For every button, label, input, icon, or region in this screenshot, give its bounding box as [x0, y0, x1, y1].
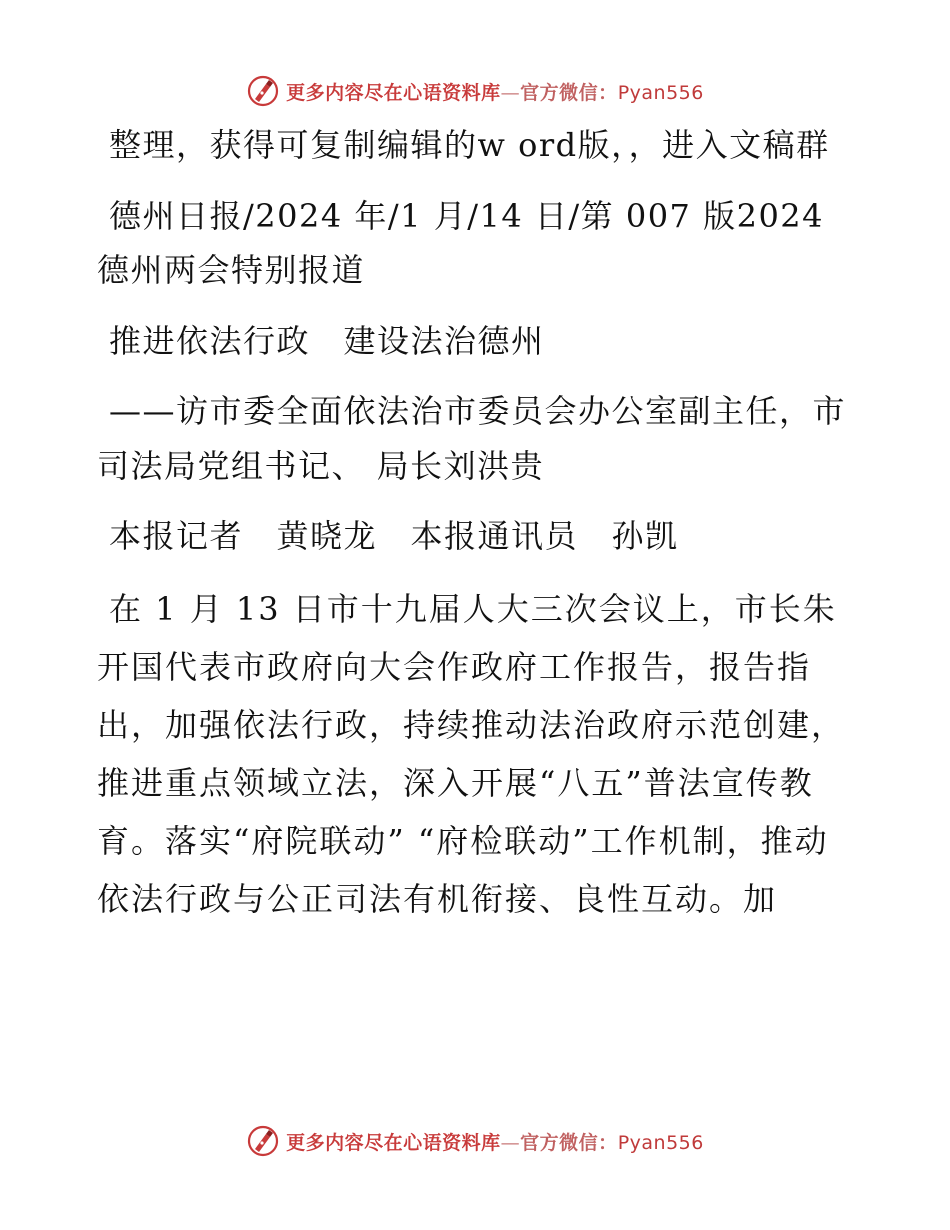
article-title: 推进依法行政 建设法治德州 — [109, 321, 545, 360]
banner-dash: — — [500, 81, 521, 104]
source-line: 德州日报/2024 年/1 月/14 日/第 007 版2024德州两会特别报道 — [97, 196, 825, 289]
banner-main-text: 更多内容尽在心语资料库 — [286, 1131, 501, 1154]
document-body — [97, 118, 857, 944]
body-paragraph: 在 1 月 13 日市十九届人大三次会议上，市长朱开国代表市政府向大会作政府工作报告，报告指出，加强依法行政，持续推动法治政府示范创建，推进重点领域立法，深入开展“八五”普法宣传教育。落实“府院联动” “府检联动”工作机制，推动依法行政与公正司法有机衔接、良性互动。加 — [97, 589, 846, 918]
pen-nib-logo-icon — [246, 74, 280, 108]
banner-text — [286, 78, 704, 105]
intro-paragraph: 整理，获得可复制编辑的w ord版，，进入文稿群 — [109, 126, 830, 164]
banner-official-label: 官方微信： — [520, 81, 618, 104]
banner-wechat-id: Pyan556 — [617, 81, 704, 104]
banner-official-label: 官方微信： — [520, 1131, 618, 1154]
pen-nib-logo-icon — [246, 1124, 280, 1158]
header-banner — [0, 71, 950, 111]
footer-banner — [0, 1121, 950, 1161]
banner-dash: — — [500, 1131, 521, 1154]
banner-text — [286, 1128, 704, 1155]
byline: 本报记者 黄晓龙 本报通讯员 孙凯 — [109, 517, 679, 555]
banner-main-text: 更多内容尽在心语资料库 — [286, 81, 501, 104]
banner-wechat-id: Pyan556 — [617, 1131, 704, 1154]
article-subtitle: ——访市委全面依法治市委员会办公室副主任，市司法局党组书记、 局长刘洪贵 — [97, 392, 847, 485]
